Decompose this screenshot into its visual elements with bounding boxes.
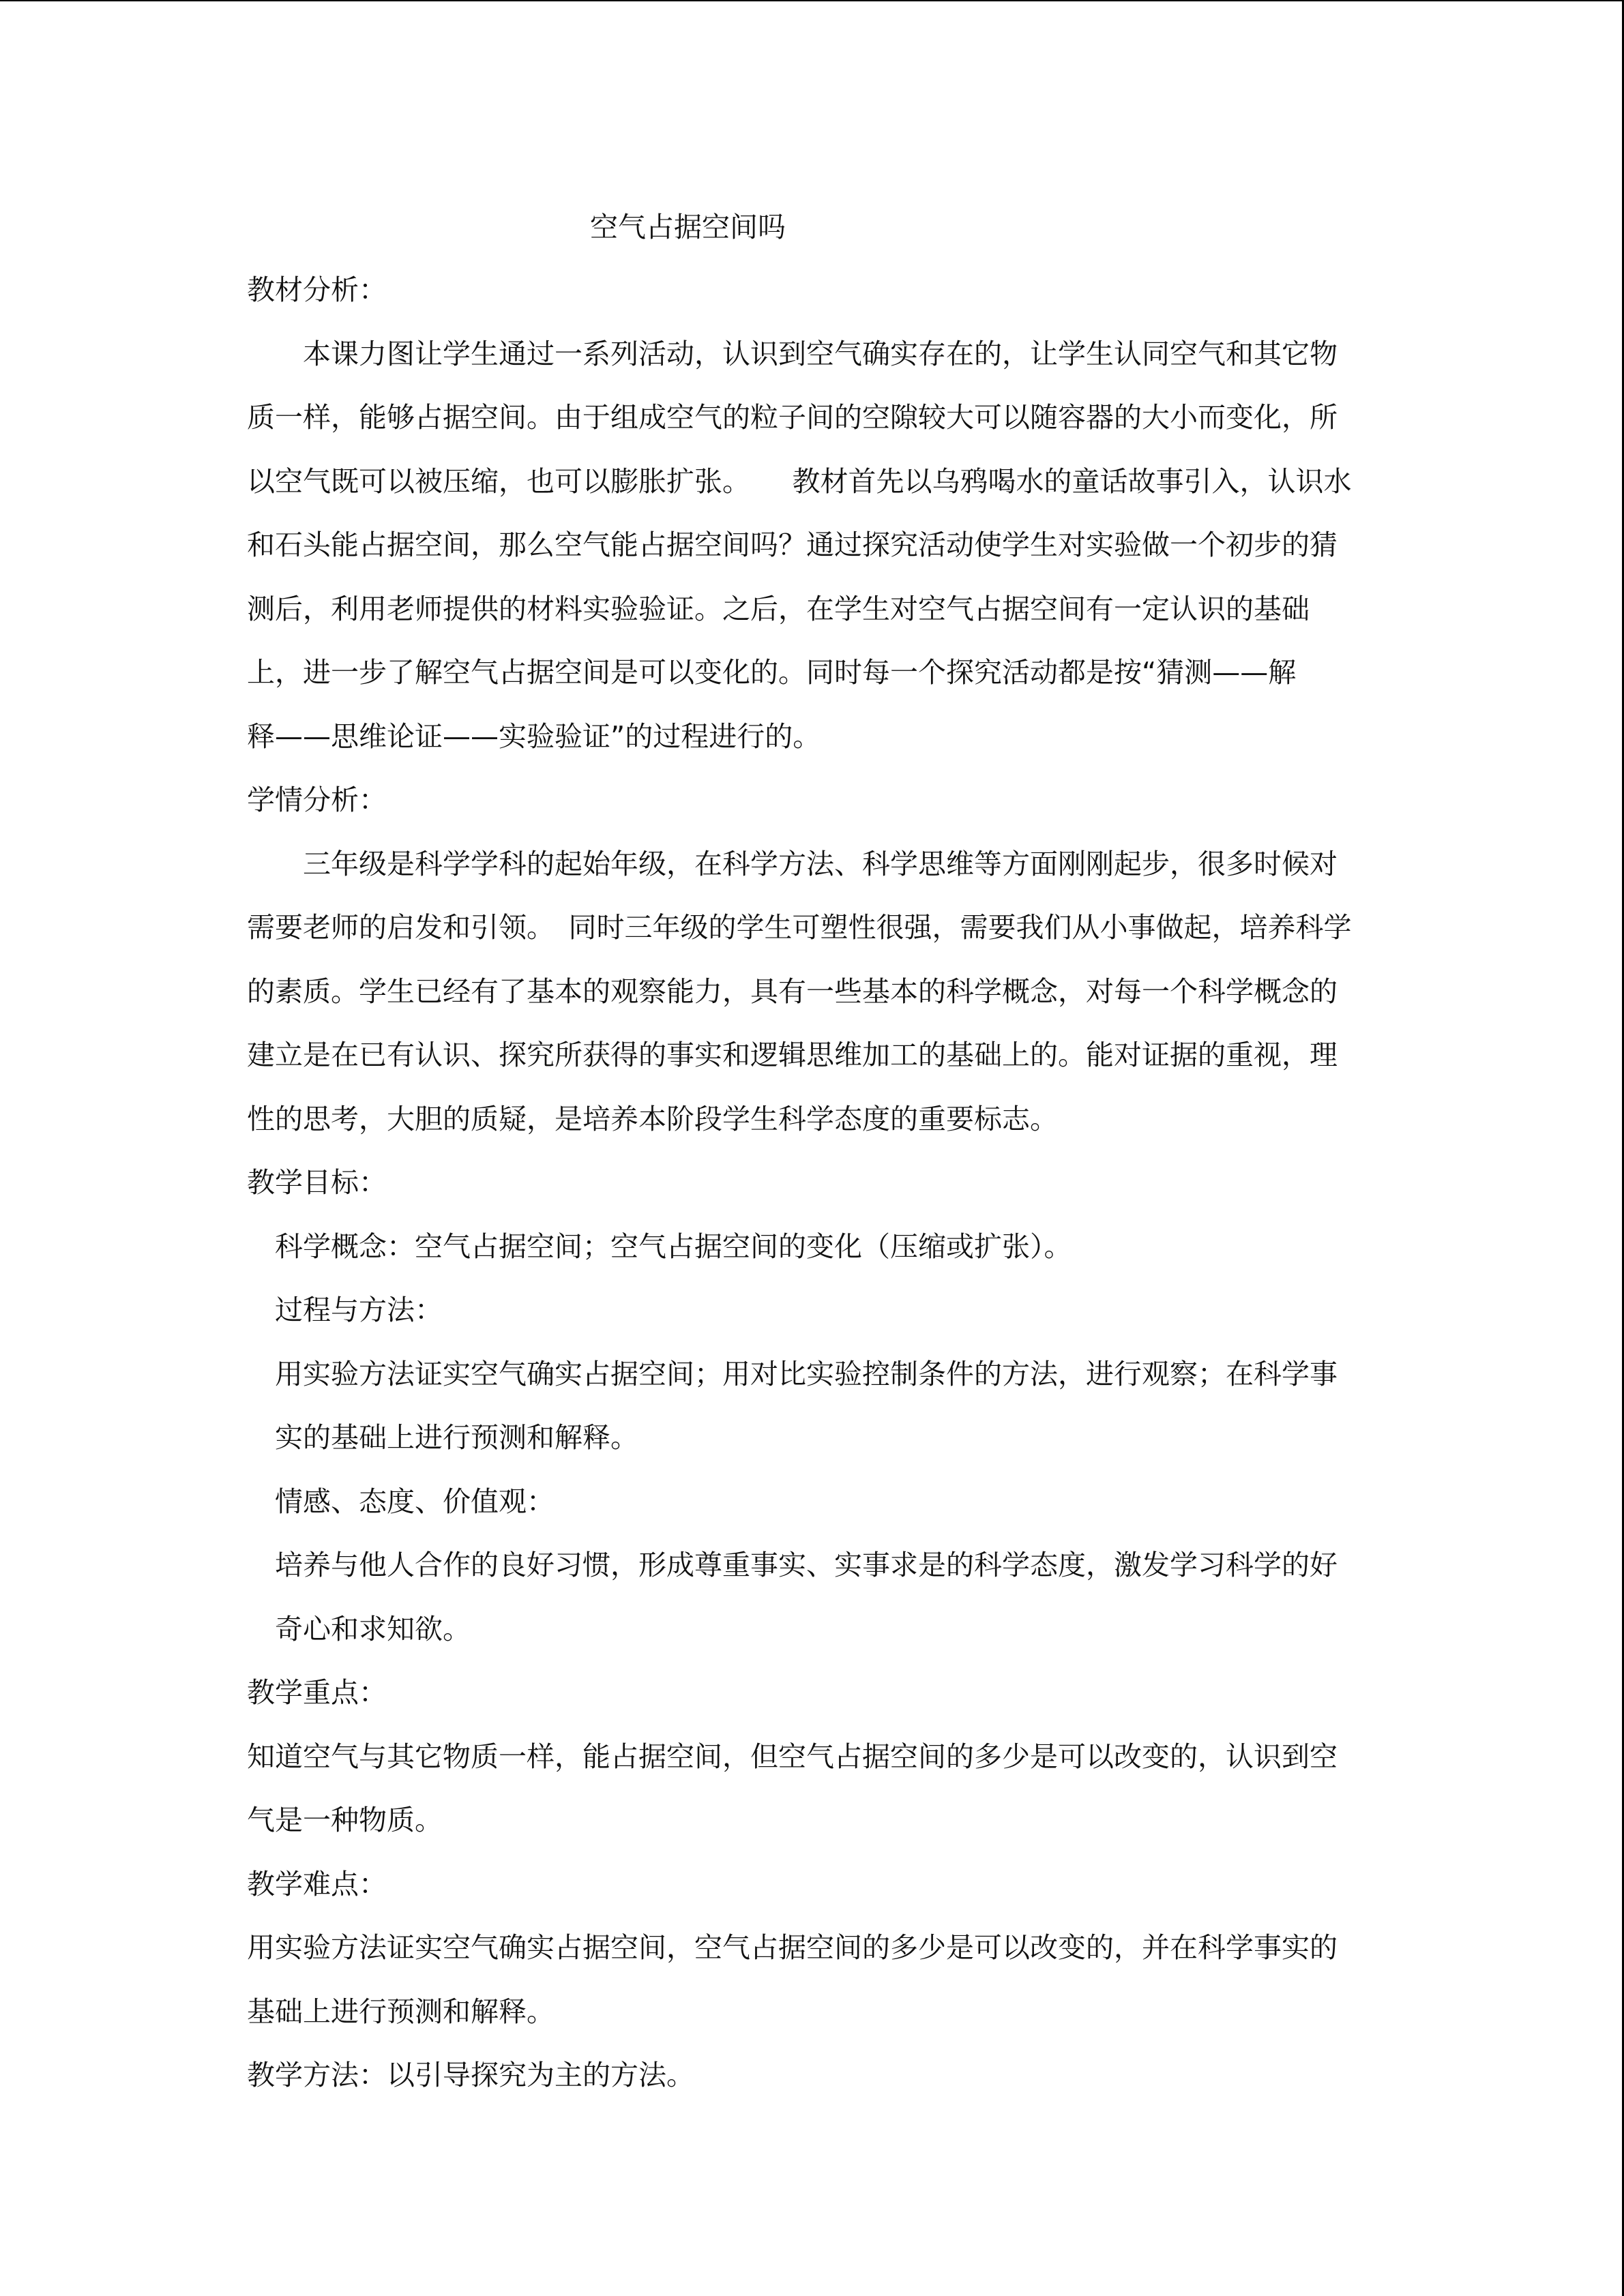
paragraph-line: 气是一种物质。 [247, 1804, 443, 1836]
paragraph-line: 知道空气与其它物质一样，能占据空间，但空气占据空间的多少是可以改变的，认识到空 [247, 1740, 1338, 1773]
section-heading-key-points: 教学重点： [247, 1676, 387, 1709]
paragraph-line: 以空气既可以被压缩，也可以膨胀扩张。 教材首先以乌鸦喝水的童话故事引入，认识水 [247, 465, 1352, 498]
paragraph-line: 三年级是科学学科的起始年级，在科学方法、科学思维等方面刚刚起步，很多时候对 [247, 848, 1338, 880]
paragraph-line: 情感、态度、价值观： [247, 1485, 555, 1518]
section-heading-students: 学情分析： [247, 784, 387, 816]
paragraph-line: 本课力图让学生通过一系列活动，认识到空气确实存在的，让学生认同空气和其它物 [247, 338, 1338, 370]
paragraph-line: 的素质。学生已经有了基本的观察能力，具有一些基本的科学概念，对每一个科学概念的 [247, 975, 1338, 1008]
paragraph-line: 基础上进行预测和解释。 [247, 1995, 555, 2028]
paragraph-line: 释——思维论证——实验验证”的过程进行的。 [247, 720, 821, 753]
page-title: 空气占据空间吗 [590, 211, 786, 243]
section-heading-difficulties: 教学难点： [247, 1868, 387, 1900]
paragraph-line: 和石头能占据空间，那么空气能占据空间吗？通过探究活动使学生对实验做一个初步的猜 [247, 528, 1338, 561]
paragraph-line: 实的基础上进行预测和解释。 [247, 1421, 638, 1454]
paragraph-line: 上，进一步了解空气占据空间是可以变化的。同时每一个探究活动都是按“猜测——解 [247, 656, 1297, 689]
paragraph-line: 性的思考，大胆的质疑，是培养本阶段学生科学态度的重要标志。 [247, 1103, 1058, 1135]
paragraph-line: 测后，利用老师提供的材料实验验证。之后，在学生对空气占据空间有一定认识的基础 [247, 593, 1310, 625]
paragraph-line: 用实验方法证实空气确实占据空间；用对比实验控制条件的方法，进行观察；在科学事 [247, 1358, 1338, 1390]
paragraph-line: 建立是在已有认识、探究所获得的事实和逻辑思维加工的基础上的。能对证据的重视，理 [247, 1039, 1338, 1071]
section-heading-goals: 教学目标： [247, 1166, 387, 1199]
paragraph-line: 奇心和求知欲。 [247, 1613, 471, 1645]
section-heading-methods: 教学方法：以引导探究为主的方法。 [247, 2059, 694, 2091]
paragraph-line: 科学概念：空气占据空间；空气占据空间的变化（压缩或扩张）。 [247, 1230, 1072, 1263]
paragraph-line: 培养与他人合作的良好习惯，形成尊重事实、实事求是的科学态度，激发学习科学的好 [247, 1549, 1338, 1581]
paragraph-line: 过程与方法： [247, 1294, 443, 1326]
paragraph-line: 用实验方法证实空气确实占据空间，空气占据空间的多少是可以改变的，并在科学事实的 [247, 1931, 1338, 1964]
paragraph-line: 质一样，能够占据空间。由于组成空气的粒子间的空隙较大可以随容器的大小而变化，所 [247, 401, 1338, 434]
paragraph-line: 需要老师的启发和引领。 同时三年级的学生可塑性很强，需要我们从小事做起，培养科学 [247, 911, 1352, 944]
section-heading-material: 教材分析： [247, 273, 387, 306]
